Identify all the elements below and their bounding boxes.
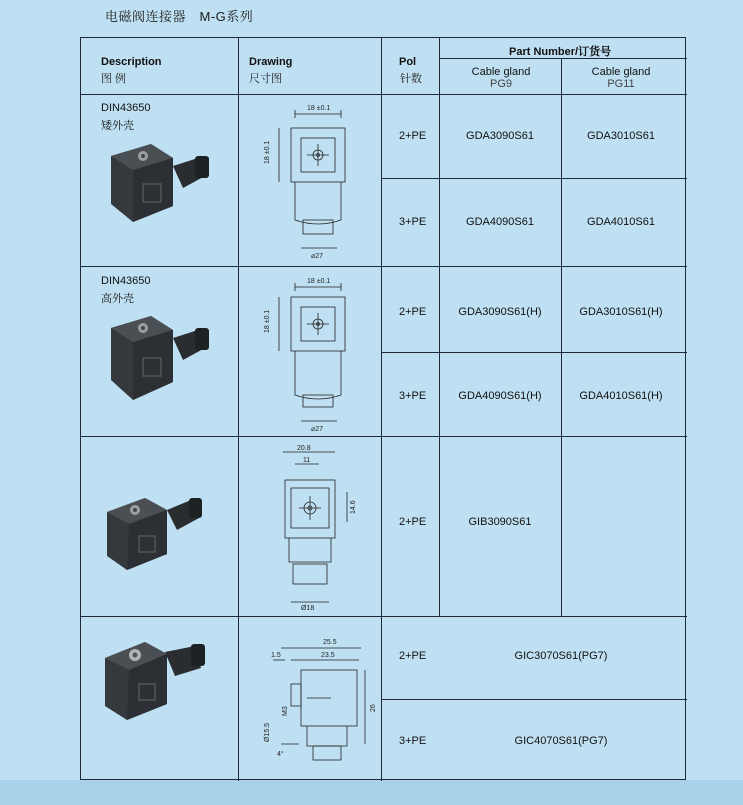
col-divider [561, 58, 562, 616]
drawing-row3-side-dim: 14.6 [350, 500, 357, 514]
header-drawing-cn: 尺寸图 [249, 73, 282, 85]
row1-pn-pg11-a: GDA3010S61 [587, 130, 655, 142]
drawing-row4-m-dim: M3 [282, 706, 289, 716]
row1-pn-pg11-b: GDA4010S61 [587, 216, 655, 228]
header-pol-cn: 针数 [400, 73, 422, 85]
row1-pn-pg9-a: GDA3090S61 [466, 130, 534, 142]
drawing-row4-left-dim: 1.5 [271, 652, 281, 659]
header-drawing: Drawing [249, 56, 293, 68]
drawing-row1-bottom-dim: ⌀27 [311, 253, 324, 260]
header-gland-pg9-sub: PG9 [489, 78, 513, 90]
header-gland-pg9: Cable gland [471, 66, 531, 78]
drawing-row3-bottom-dim: Ø18 [301, 605, 315, 612]
row2-desc-title: DIN43650 [101, 275, 151, 287]
drawing-row1-top-dim: 18 ±0.1 [307, 105, 331, 112]
row2-pol-b: 3+PE [399, 390, 427, 402]
header-part-number: Part Number/订货号 [509, 46, 612, 58]
row2-pol-a: 2+PE [399, 306, 427, 318]
row4-pol-b: 3+PE [399, 735, 427, 747]
row1-pol-a: 2+PE [399, 130, 427, 142]
connector-photo-row1 [103, 136, 223, 236]
row4-pn-a: GIC3070S61(PG7) [514, 650, 608, 662]
col-divider [439, 38, 440, 616]
row3-pol: 2+PE [399, 516, 427, 528]
drawing-row1-side-dim: 18 ±0.1 [264, 140, 271, 164]
drawing-row4 [251, 634, 381, 794]
header-description: Description [101, 56, 162, 68]
row1-desc-title: DIN43650 [101, 102, 151, 114]
product-table [80, 37, 686, 780]
col-divider [238, 38, 239, 781]
drawing-row2 [255, 273, 375, 433]
connector-photo-row4 [101, 628, 221, 728]
row4-pol-a: 2+PE [399, 650, 427, 662]
drawing-row2-side-dim: 18 ±0.1 [264, 309, 271, 333]
header-description-cn: 图 例 [101, 73, 127, 85]
drawing-row3 [255, 442, 375, 612]
row2-pn-pg9-b: GDA4090S61(H) [458, 390, 542, 402]
col-divider [381, 38, 382, 781]
drawing-row4-top-dim: 25.5 [323, 639, 337, 646]
row1-pn-pg9-b: GDA4090S61 [466, 216, 534, 228]
header-pol: Pol [399, 56, 417, 68]
row4-pn-b: GIC4070S61(PG7) [514, 735, 608, 747]
header-gland-pg11-sub: PG11 [607, 78, 635, 90]
drawing-row3-top-dim: 20.8 [297, 445, 311, 452]
drawing-row4-inner-dim: 23.5 [321, 652, 335, 659]
page-subtitle: 电磁阀连接器 M-G系列 [105, 9, 254, 24]
drawing-row4-angle-dim: 4° [277, 751, 284, 758]
row2-pn-pg11-a: GDA3010S61(H) [579, 306, 663, 318]
row1-pol-b: 3+PE [399, 216, 427, 228]
row1-desc-sub: 矮外壳 [101, 120, 134, 132]
row2-pn-pg9-a: GDA3090S61(H) [458, 306, 542, 318]
row-divider [81, 266, 687, 267]
connector-photo-row2 [103, 308, 223, 408]
drawing-row1 [255, 100, 375, 260]
row-divider [381, 178, 687, 179]
row3-pn-pg9: GIB3090S61 [468, 516, 532, 528]
drawing-row3-inner-dim: 11 [303, 457, 311, 464]
row-divider [81, 94, 687, 95]
row2-desc-sub: 高外壳 [101, 293, 134, 305]
row-divider [381, 352, 687, 353]
row-divider [81, 436, 687, 437]
connector-photo-row3 [103, 478, 223, 578]
header-gland-pg11: Cable gland [591, 66, 651, 78]
drawing-row2-top-dim: 18 ±0.1 [307, 278, 331, 285]
row-divider [381, 699, 687, 700]
drawing-row2-bottom-dim: ⌀27 [311, 426, 324, 433]
row2-pn-pg11-b: GDA4010S61(H) [579, 390, 663, 402]
drawing-row4-d1-dim: Ø15.5 [264, 722, 271, 742]
drawing-row4-side-dim: 26 [370, 704, 377, 712]
row-divider [81, 616, 687, 617]
